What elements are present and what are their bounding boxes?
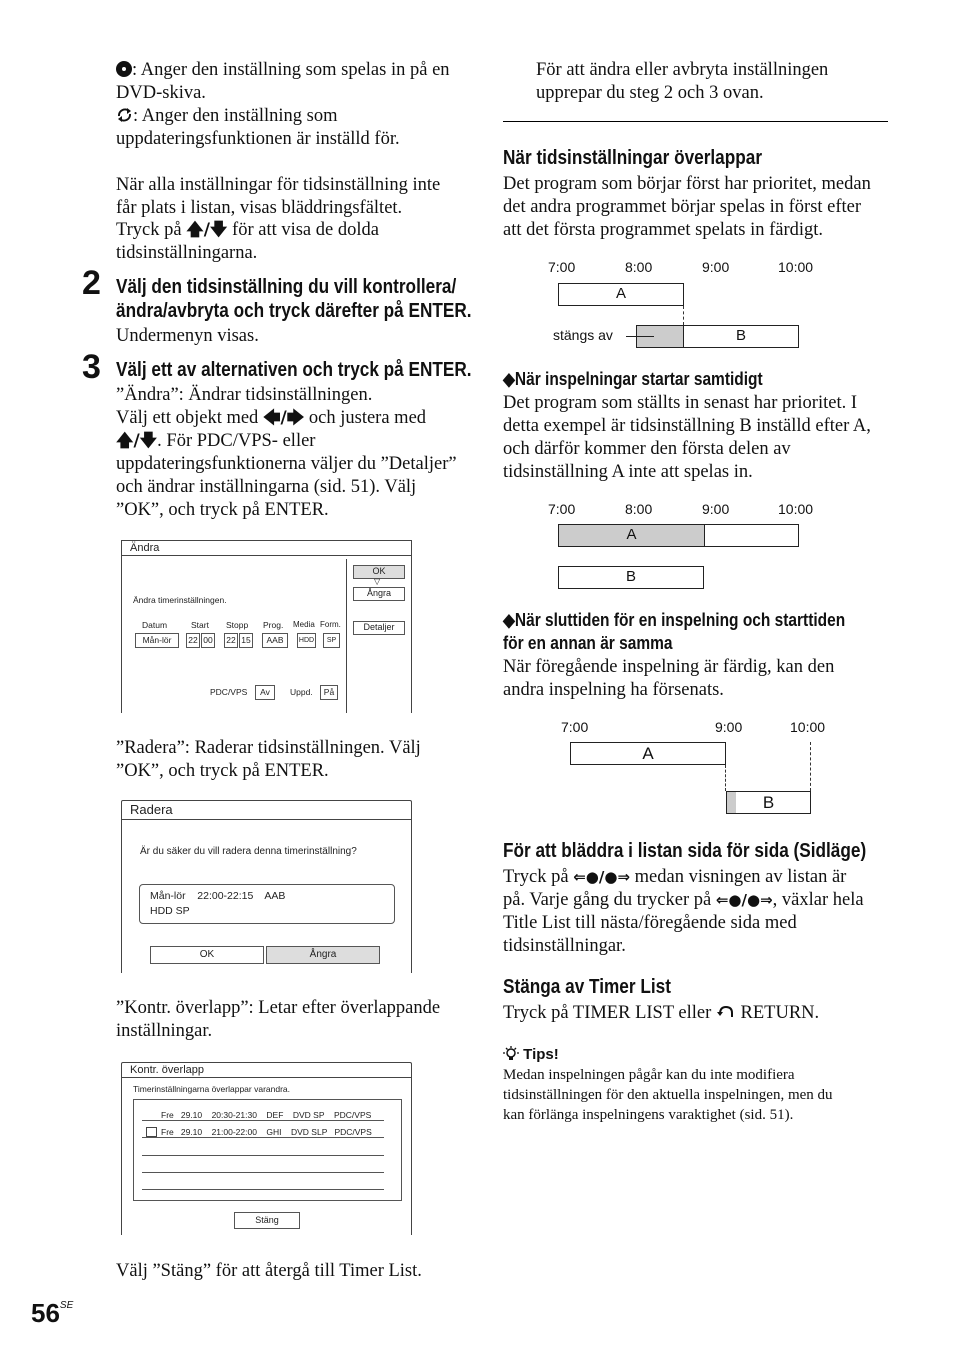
field-upd[interactable]: På [320, 685, 338, 700]
hdr-media: Media [293, 620, 315, 629]
end-p2: andra inspelning ha försenats. [503, 680, 724, 700]
radera-line-1: ”Radera”: Raderar tidsinställningen. Välj [116, 738, 421, 758]
kontr-row-1[interactable]: Fre 29.10 20:30-21:30 DEF DVD SP PDC/VPS [161, 1110, 372, 1120]
right-top-line-2: upprepar du steg 2 och 3 ovan. [536, 83, 764, 103]
hdr-datum: Datum [142, 620, 168, 630]
d1-time-1: 7:00 [548, 259, 576, 275]
d2-bar-b: B [558, 566, 704, 589]
tips-label: Tips! [523, 1046, 559, 1063]
page-p2b: , växlar hela [772, 890, 864, 910]
radera-ok-button[interactable]: OK [150, 946, 264, 964]
close-p-b: RETURN. [735, 1003, 820, 1023]
step-3-line-3b: . För PDC/VPS- eller [157, 431, 316, 451]
radera-line-2: ”OK”, och tryck på ENTER. [116, 761, 329, 781]
field-stopp-hour[interactable]: 22 [224, 633, 238, 648]
field-prog[interactable]: AAB [262, 633, 288, 648]
step-2-title-1: Välj den tidsinställning du vill kontrollera/ [116, 276, 457, 298]
pdc-label: PDC/VPS [210, 687, 248, 697]
radera-info-line2: HDD SP [150, 905, 190, 917]
overlap-p1: Det program som börjar först har prioritet, medan [503, 174, 871, 194]
d1-time-2: 8:00 [625, 259, 653, 275]
heading-page-mode: För att bläddra i listan sida för sida (Sidläge) [503, 840, 867, 862]
overlap-p2: det andra programmet börjar spelas in först efter [503, 197, 862, 217]
d1-dashline [683, 306, 684, 325]
prev-next-icon: ⇐●/●⇒ [715, 891, 773, 909]
d3-bar-a: A [570, 742, 726, 765]
overlap-p3: att det första programmet spelats in färdigt. [503, 220, 824, 240]
left-right-arrows-icon: 🡄/🡆 [262, 408, 305, 428]
return-icon [716, 1003, 736, 1026]
kontr-message: Timerinställningarna överlappar varandra. [133, 1084, 291, 1094]
hdr-start: Start [191, 620, 209, 630]
field-stopp-minute[interactable]: 15 [239, 633, 253, 648]
radera-info-box [139, 884, 395, 924]
stang-button[interactable]: Stäng [234, 1212, 300, 1229]
page-p1b: medan visningen av listan är [630, 867, 847, 887]
angra-button[interactable]: Ångra [353, 587, 405, 601]
d1-off-label: stängs av [553, 327, 613, 343]
step-3-line-6: ”OK”, och tryck på ENTER. [116, 500, 329, 520]
field-start-minute[interactable]: 00 [201, 633, 215, 648]
kontr-line-2: inställningar. [116, 1021, 213, 1041]
disc-icon [116, 61, 132, 77]
d2-time-4: 10:00 [778, 501, 814, 517]
chevron-down-icon: ▽ [374, 577, 381, 586]
radera-info-line1: Mån-lör 22:00-22:15 AAB [150, 890, 286, 902]
up-down-arrows-icon: 🡅/🡇 [116, 431, 158, 451]
end-p1: När föregående inspelning är färdig, kan den [503, 657, 835, 677]
step-3-line-2b: och justera med [304, 408, 427, 428]
heading-overlap: När tidsinställningar överlappar [503, 147, 763, 169]
divider [503, 121, 888, 122]
ok-button[interactable]: OK [353, 565, 405, 579]
hdr-stopp: Stopp [226, 620, 249, 630]
kontr-list [133, 1099, 402, 1201]
refresh-icon [116, 107, 133, 130]
d1-time-3: 9:00 [702, 259, 730, 275]
field-form[interactable]: SP [323, 633, 340, 648]
d1-bar-a: A [558, 283, 684, 306]
screen-andra-title: Ändra [122, 541, 411, 556]
dvd-note-line1: : Anger den inställning som spelas in på en [132, 60, 450, 80]
kontr-row-2[interactable]: Fre 29.10 21:00-22:00 GHI DVD SLP PDC/VPS [161, 1127, 372, 1137]
d1-bar-b: B [683, 325, 799, 348]
d2-time-1: 7:00 [548, 501, 576, 517]
copy-icon [146, 1127, 157, 1137]
heading-end-start-1: ◆När sluttiden för en inspelning och starttiden [503, 610, 846, 630]
page-p1a: Tryck på [503, 867, 574, 887]
heading-close: Stänga av Timer List [503, 976, 671, 998]
same-p1: Det program som ställts in senast har prioritet. I [503, 393, 857, 413]
screen-kontr-title: Kontr. överlapp [122, 1063, 411, 1078]
heading-same-start: ◆När inspelningar startar samtidigt [503, 369, 763, 389]
prev-next-icon: ⇐●/●⇒ [573, 868, 631, 886]
tips-line-2: tidsinställningen för den aktuella inspelningen, men du [503, 1087, 833, 1103]
radera-question: Är du säker du vill radera denna timerinställning? [140, 846, 357, 857]
step-3-line-1: ”Ändra”: Ändrar tidsinställningen. [116, 385, 373, 405]
hdr-form: Form. [320, 620, 341, 629]
screen-andra [121, 540, 412, 713]
d3-time-2: 9:00 [715, 719, 743, 735]
tips-line-1: Medan inspelningen pågår kan du inte modifiera [503, 1067, 795, 1083]
d1-pointer [626, 336, 654, 337]
step-3-title: Välj ett av alternativen och tryck på ENTER. [116, 359, 472, 381]
right-top-line-1: För att ändra eller avbryta inställningen [536, 60, 829, 80]
d3-time-1: 7:00 [561, 719, 589, 735]
page-p4: tidsinställningar. [503, 936, 626, 956]
step-2-title-2: ändra/avbryta och tryck därefter på ENTER. [116, 300, 472, 322]
page-p2a: på. Varje gång du trycker på [503, 890, 716, 910]
field-start-hour[interactable]: 22 [186, 633, 200, 648]
hdr-prog: Prog. [263, 620, 284, 630]
d1-time-4: 10:00 [778, 259, 814, 275]
step-3-number: 3 [82, 348, 101, 386]
up-down-arrows-icon: 🡅/🡇 [186, 220, 228, 240]
heading-end-start-2: för en annan är samma [503, 633, 673, 653]
same-p2: detta exempel är tidsinställning B inställd efter A, [503, 416, 871, 436]
d2-time-3: 9:00 [702, 501, 730, 517]
page-number: 56 [31, 1298, 60, 1328]
scroll-note-1: När alla inställningar för tidsinställning inte [116, 175, 441, 195]
step-3-line-2a: Välj ett objekt med [116, 408, 263, 428]
screen-radera-title: Radera [122, 801, 411, 820]
screen-andra-message: Ändra timerinställningen. [133, 595, 227, 605]
detaljer-button[interactable]: Detaljer [353, 621, 405, 635]
d3-dashline-1 [725, 765, 726, 791]
scroll-note-4: tidsinställningarna. [116, 243, 258, 263]
step-2-body: Undermenyn visas. [116, 326, 259, 346]
d2-time-2: 8:00 [625, 501, 653, 517]
d3-time-3: 10:00 [790, 719, 826, 735]
step-2-number: 2 [82, 264, 101, 302]
close-p-a: Tryck på TIMER LIST eller [503, 1003, 716, 1023]
scroll-note-3b: för att visa de dolda [227, 220, 379, 240]
d2-bar-a-off: A [558, 524, 704, 547]
page-suffix: SE [59, 1300, 74, 1311]
stang-line: Välj ”Stäng” för att återgå till Timer List. [116, 1261, 422, 1281]
scroll-note-3a: Tryck på [116, 220, 187, 240]
kontr-line-1: ”Kontr. överlapp”: Letar efter överlappande [116, 998, 441, 1018]
step-3-line-4: uppdateringsfunktionerna väljer du ”Detaljer” [116, 454, 457, 474]
radera-angra-button[interactable]: Ångra [266, 946, 380, 964]
tips-line-3: kan förlänga inspelningens varaktighet (sid. 51). [503, 1107, 794, 1123]
field-pdc[interactable]: Av [255, 685, 275, 700]
same-p4: tidsinställning A inte att spelas in. [503, 462, 753, 482]
update-note-line1: : Anger den inställning som [133, 106, 338, 126]
screen-radera [121, 800, 412, 973]
scroll-note-2: får plats i listan, visas bläddringsfältet. [116, 198, 403, 218]
dvd-note-line2: DVD-skiva. [116, 83, 206, 103]
screen-kontr [121, 1062, 412, 1235]
same-p3: och därför kommer den första delen av [503, 439, 791, 459]
d3-bar-b: B [726, 791, 811, 814]
page-p3: Title List till nästa/föregående sida med [503, 913, 797, 933]
field-datum[interactable]: Mån-lör [135, 633, 179, 648]
d2-bar-a-rest [704, 524, 799, 547]
lightbulb-icon [503, 1045, 519, 1065]
upd-label: Uppd. [290, 687, 313, 697]
step-3-line-5: och ändrar inställningarna (sid. 51). Välj [116, 477, 417, 497]
d3-dashline-2 [810, 742, 811, 791]
field-media[interactable]: HDD [297, 633, 316, 648]
update-note-line2: uppdateringsfunktionen är inställd för. [116, 129, 400, 149]
